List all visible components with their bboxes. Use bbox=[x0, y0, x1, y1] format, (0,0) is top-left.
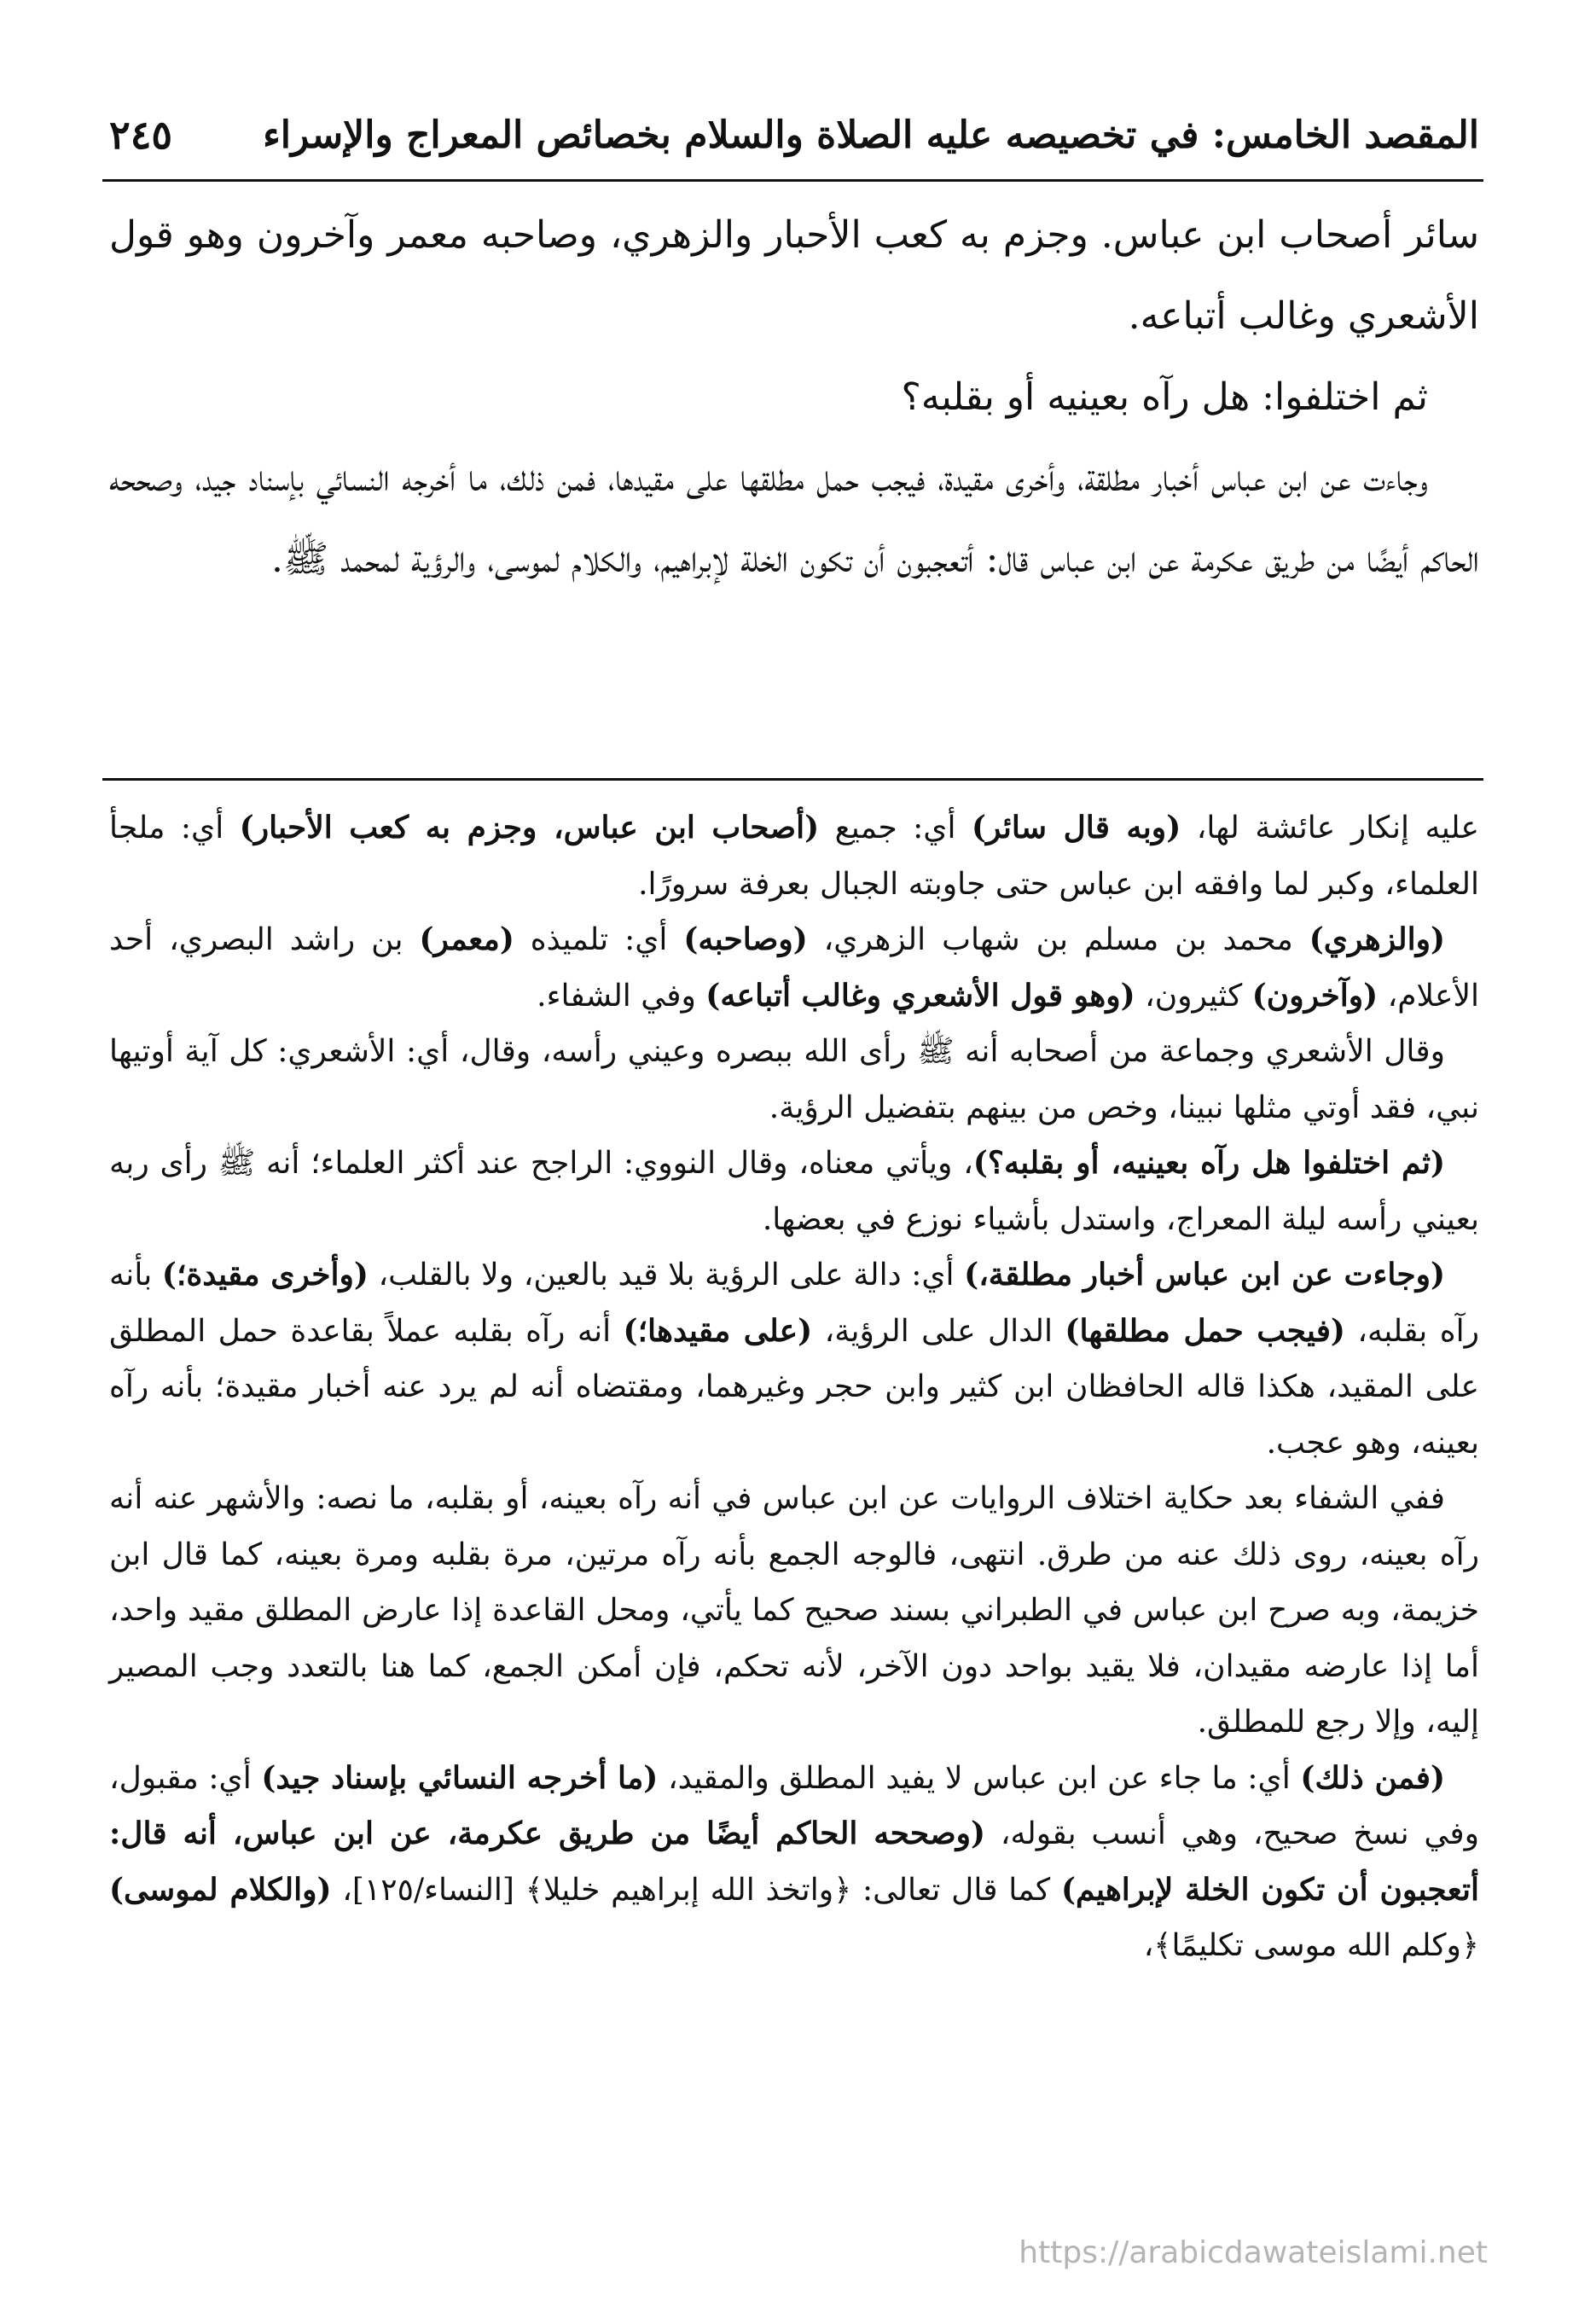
commentary bbox=[109, 800, 1479, 1974]
quoted-matn: (وأخرى مقيدة؛) bbox=[161, 1257, 369, 1293]
commentary-text: أي: ما جاء عن ابن عباس لا يفيد المطلق والمقيد، bbox=[658, 1760, 1301, 1796]
quoted-matn: (أصحاب ابن عباس، وجزم به كعب الأحبار) bbox=[239, 810, 820, 845]
quoted-matn: (وبه قال سائر) bbox=[971, 810, 1181, 845]
commentary-text: ، ويأتي معناه، وقال النووي: الراجح عند أكثر العلماء؛ أنه ﷺ رأى ربه بعيني رأسه ليلة المعراج، واستدل بأشياء نوزع في بعضها. bbox=[109, 1146, 1479, 1237]
main-paragraph: وجاءت عن ابن عباس أخبار مطلقة، وأخرى مقيدة، فيجب حمل مطلقها على مقيدها، فمن ذلك، ما أخرجه النسائي بإسناد جيد، وصححه الحاكم أيضًا من طريق عكرمة عن ابن عباس قال: أتعجبون أن تكون الخلة لإبراهيم، والكلام لموسى، والرؤية لمحمد ﷺ. bbox=[109, 456, 1479, 581]
header-rule bbox=[102, 179, 1483, 182]
commentary-divider bbox=[102, 778, 1483, 781]
commentary-text: الدال على الرؤية، bbox=[812, 1313, 1065, 1349]
quoted-matn: (ثم اختلفوا هل رآه بعينيه، أو بقلبه؟) bbox=[972, 1145, 1445, 1181]
quoted-matn: (وآخرون) bbox=[1251, 977, 1379, 1014]
commentary-paragraph bbox=[109, 1751, 1479, 1974]
commentary-text: بأنه رآه بقلبه، bbox=[109, 1258, 1479, 1349]
commentary-text: كثيرون، bbox=[1135, 978, 1252, 1014]
main-text bbox=[109, 195, 1479, 600]
commentary-text: أنه رآه بقلبه عملاً بقاعدة حمل المطلق على المقيد، هكذا قاله الحافظان ابن كثير وابن حجر وغيرهما، ومقتضاه أنه لم يرد عنه أخبار مقيدة؛ بأنه رآه بعينه، وهو عجب. bbox=[109, 1313, 1479, 1461]
chapter-title: المقصد الخامس: في تخصيصه عليه الصلاة والسلام بخصائص المعراج والإسراء bbox=[263, 113, 1479, 157]
commentary-text: كما قال تعالى: ﴿واتخذ الله إبراهيم خليلا﴾ [النساء/١٢٥]، bbox=[331, 1872, 1061, 1908]
commentary-text: ففي الشفاء بعد حكاية اختلاف الروايات عن ابن عباس في أنه رآه بعينه، أو بقلبه، ما نصه: والأشهر عنه أنه رآه بعينه، روى ذلك عنه من طرق. انتهى، فالوجه الجمع بأنه رآه مرتين، مرة بقلبه ومرة بعينه، كما قال ابن خزيمة، وبه صرح ابن عباس في الطبراني بسند صحيح كما يأتي، ومحل القاعدة إذا عارض المطلق مقيد واحد، أما إذا عارضه مقيدان، فلا يقيد بواحد دون الآخر، لأنه تحكم، فإن أمكن الجمع، كما هنا بالتعدد وجب المصير إليه، وإلا رجع للمطلق. bbox=[109, 1481, 1479, 1740]
commentary-text: أي: جميع bbox=[819, 810, 972, 845]
commentary-paragraph bbox=[109, 1136, 1479, 1247]
commentary-paragraph bbox=[109, 912, 1479, 1024]
commentary-paragraph bbox=[109, 1247, 1479, 1471]
main-paragraph: سائر أصحاب ابن عباس. وجزم به كعب الأحبار والزهري، وصاحبه معمر وآخرون وهو قول الأشعري وغالب أتباعه. bbox=[109, 213, 1479, 338]
quoted-matn: (فمن ذلك) bbox=[1300, 1759, 1445, 1796]
quoted-matn: (وصححه الحاكم أيضًا من طريق عكرمة، عن ابن عباس، أنه قال: أتعجبون أن تكون الخلة لإبراهيم) bbox=[109, 1816, 1479, 1908]
watermark-url: https://arabicdawateislami.net bbox=[1019, 2235, 1488, 2270]
commentary-paragraph bbox=[109, 1024, 1479, 1136]
quoted-matn: (والزهري) bbox=[1309, 921, 1445, 957]
quoted-matn: (فيجب حمل مطلقها) bbox=[1065, 1312, 1345, 1349]
quoted-matn: (وجاءت عن ابن عباس أخبار مطلقة،) bbox=[964, 1257, 1446, 1293]
quoted-matn: (معمر) bbox=[419, 921, 514, 957]
quoted-matn: (ما أخرجه النسائي بإسناد جيد) bbox=[261, 1759, 659, 1796]
running-header bbox=[109, 101, 1479, 169]
commentary-paragraph bbox=[109, 1471, 1479, 1751]
quoted-matn: (على مقيدها؛) bbox=[623, 1312, 813, 1349]
commentary-text: ﴿وكلم الله موسى تكليمًا﴾، bbox=[1143, 1928, 1479, 1963]
commentary-text: عليه إنكار عائشة لها، bbox=[1181, 810, 1480, 845]
page-number: ٢٤٥ bbox=[109, 112, 173, 158]
commentary-text: محمد بن مسلم بن شهاب الزهري، bbox=[807, 922, 1309, 957]
commentary-text: أي: ملجأ العلماء، وكبر لما وافقه ابن عباس حتى جاوبته الجبال بعرفة سرورًا. bbox=[109, 810, 1479, 902]
commentary-paragraph bbox=[109, 800, 1479, 912]
quoted-matn: (وهو قول الأشعري وغالب أتباعه) bbox=[705, 977, 1135, 1014]
commentary-text: أي: مقبول، وفي نسخ صحيح، وهي أنسب بقوله، bbox=[109, 1760, 1479, 1851]
commentary-text: وفي الشفاء. bbox=[537, 978, 706, 1014]
commentary-text: وقال الأشعري وجماعة من أصحابه أنه ﷺ رأى الله ببصره وعيني رأسه، وقال، أي: الأشعري: كل آية أوتيها نبي، فقد أوتي مثلها نبينا، وخص من بينهم بتفضيل الرؤية. bbox=[109, 1034, 1479, 1125]
commentary-text: أي: تلميذه bbox=[514, 922, 684, 957]
main-paragraph: ثم اختلفوا: هل رآه بعينيه أو بقلبه؟ bbox=[901, 375, 1428, 419]
quoted-matn: (والكلام لموسى) bbox=[109, 1871, 332, 1908]
quoted-matn: (وصاحبه) bbox=[683, 921, 808, 957]
commentary-text: أي: دالة على الرؤية بلا قيد بالعين، ولا بالقلب، bbox=[368, 1258, 965, 1293]
commentary-text: بن راشد البصري، أحد الأعلام، bbox=[109, 922, 1479, 1014]
